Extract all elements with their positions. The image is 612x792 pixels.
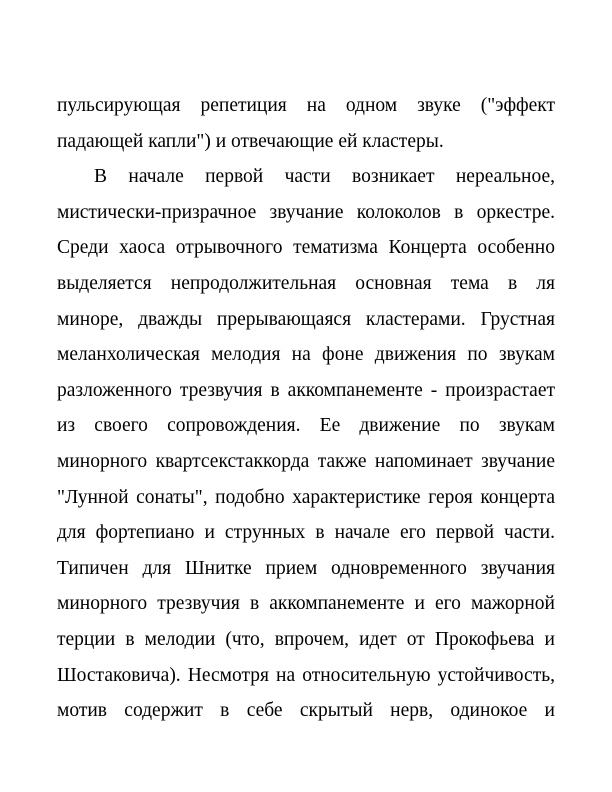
text-line-7: миноре, дважды прерывающаяся кластерами. Грустная xyxy=(57,308,555,330)
text-line-12: "Лунной сонаты", подобно характеристике героя концерта xyxy=(57,486,555,508)
body-text xyxy=(57,88,555,729)
text-line-17: Шостаковича). Несмотря на относительную устойчивость, xyxy=(57,664,555,686)
text-line-10: из своего сопровождения. Ее движение по звукам xyxy=(57,415,555,437)
text-line-8: меланхолическая мелодия на фоне движения по звукам xyxy=(57,344,555,366)
text-line-16: терции в мелодии (что, впрочем, идет от Прокофьева и xyxy=(57,628,555,650)
text-line-18: мотив содержит в себе скрытый нерв, одинокое и xyxy=(57,700,555,722)
text-line-9: разложенного трезвучия в аккомпанементе - произрастает xyxy=(57,379,555,401)
text-line-15: минорного трезвучия в аккомпанементе и его мажорной xyxy=(57,593,555,615)
text-line-1: пульсирующая репетиция на одном звуке ("эффект xyxy=(57,95,555,116)
text-line-11: минорного квартсекстаккорда также напоминает звучание xyxy=(57,450,555,472)
text-line-14: Типичен для Шнитке прием одновременного звучания xyxy=(57,557,555,579)
text-line-13: для фортепиано и струнных в начале его первой части. xyxy=(57,522,555,544)
text-line-2: падающей капли") и отвечающие ей кластеры. xyxy=(57,130,444,152)
text-line-4: мистически-призрачное звучание колоколов в оркестре. xyxy=(57,201,555,223)
text-line-6: выделяется непродолжительная основная тема в ля xyxy=(57,272,555,294)
text-line-3: В начале первой части возникает нереальное, xyxy=(94,166,555,188)
text-line-5: Среди хаоса отрывочного тематизма Концерта особенно xyxy=(57,237,555,259)
